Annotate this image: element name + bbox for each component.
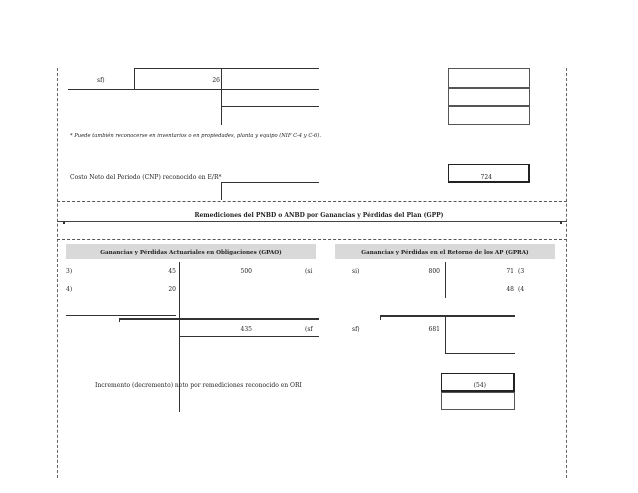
gpao-row-2-ref: 4) xyxy=(66,286,73,293)
gpra-row-1-ref: si) xyxy=(352,268,360,275)
gpao-row-1-ref: 3) xyxy=(66,268,73,275)
ori-label: Incremento (decremento) neto por remediciones reconocido en ORI xyxy=(95,382,302,389)
top-account-row-line-1 xyxy=(221,89,319,90)
gpra-row-2-credit: 48 xyxy=(506,286,514,293)
section-marker-right xyxy=(560,221,562,224)
top-account-divider-left xyxy=(134,68,135,89)
ori-vertical xyxy=(179,392,180,410)
gpra-bottom-line xyxy=(445,353,515,354)
ori-lower-cell xyxy=(441,392,515,410)
top-right-cell-2 xyxy=(448,88,530,106)
gpra-total-tick xyxy=(380,315,381,320)
top-right-cell-1 xyxy=(448,68,530,88)
gpao-bottom-line xyxy=(179,336,319,337)
gpra-row-1-tag: (3 xyxy=(518,268,525,275)
section-title: Remediciones del PNBD o ANBD por Ganancias y Pérdidas del Plan (GPP) xyxy=(194,212,444,219)
gpao-title: Ganancias y Pérdidas Actuariales en Obligaciones (GPAO) xyxy=(100,250,282,256)
gpao-row-1-debit: 45 xyxy=(168,268,176,275)
section-title-underline xyxy=(57,221,567,222)
gpra-balance-ref: sf) xyxy=(352,326,360,333)
ori-value: (54) xyxy=(473,382,486,389)
section-separator-bottom xyxy=(57,239,567,240)
gpra-row-1-credit: 71 xyxy=(506,268,514,275)
gpao-balance-tag: (sf xyxy=(305,326,313,333)
gpao-balance-value: 435 xyxy=(240,326,252,333)
gpra-balance-value: 681 xyxy=(428,326,440,333)
top-account-left-label: sf) xyxy=(97,77,105,84)
gpao-total-line xyxy=(66,315,176,316)
gpra-center-line-bottom xyxy=(445,315,446,353)
page-left-border xyxy=(57,68,58,478)
gpra-center-line-top xyxy=(445,262,446,298)
section-marker-left xyxy=(63,221,65,224)
gpao-total-tick xyxy=(119,318,120,322)
gpra-row-2-tag: (4 xyxy=(518,286,525,293)
cnp-label: Costo Neto del Periodo (CNP) reconocido en E/R* xyxy=(70,174,222,181)
gpao-row-1-tag: (si xyxy=(305,268,313,275)
gpra-total-line xyxy=(380,315,515,317)
cnp-value: 724 xyxy=(480,174,492,181)
page-right-border xyxy=(566,68,567,478)
gpra-row-1-debit: 800 xyxy=(428,268,440,275)
section-separator-top xyxy=(57,201,567,202)
top-account-header-line xyxy=(134,68,319,69)
top-account-right-value: 26 xyxy=(212,77,220,84)
cnp-line xyxy=(221,182,319,183)
gpao-total-line-right xyxy=(119,318,319,320)
top-right-cell-3 xyxy=(448,106,530,125)
top-account-base-line xyxy=(68,89,221,90)
top-account-row-line-2 xyxy=(221,106,319,107)
gpao-row-2-debit: 20 xyxy=(168,286,176,293)
cnp-vertical xyxy=(221,182,222,200)
top-account-center-line xyxy=(221,68,222,125)
gpao-row-1-credit: 500 xyxy=(240,268,252,275)
footnote: * Puede también reconocerse en inventarios o en propiedades, planta y equipo (NIF C-4 y C-6). xyxy=(70,133,322,139)
gpra-title: Ganancias y Pérdidas en el Retorno de los AP (GPRA) xyxy=(361,250,529,256)
